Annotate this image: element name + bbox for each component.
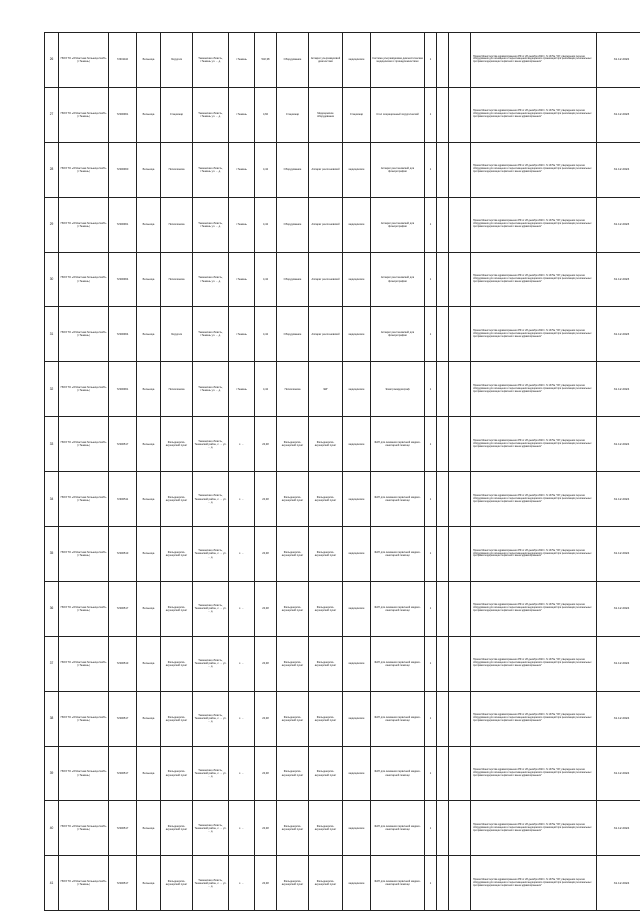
- blank-cell: [449, 197, 471, 252]
- function-description: ФАП для оказания первичной медико-санитарной помощи: [371, 691, 425, 746]
- category: Фельдшерско-акушерский пункт: [277, 801, 309, 856]
- organization-code: 72300517: [109, 581, 137, 636]
- quantity-1: 1: [425, 472, 437, 527]
- department: Поликлиника: [161, 197, 193, 252]
- legal-basis: Приказ Министерства здравоохранения РФ от 28 декабря 2020 г. N 1379н "Об утверждении перечня оборудования для оснащения и переоснащения медицинских организаций при реализации региональных программ модернизации первичного звена здравоохранения": [471, 33, 597, 88]
- department: Поликлиника: [161, 362, 193, 417]
- legal-basis: Приказ Министерства здравоохранения РФ от 28 декабря 2020 г. N 1379н "Об утверждении перечня оборудования для оснащения и переоснащения медицинских организаций при реализации региональных программ модернизации первичного звена здравоохранения": [471, 417, 597, 472]
- organization-name: ГБУЗ ТО «Областная больница №20» (г.Тюмень): [59, 691, 109, 746]
- blank-cell: [449, 636, 471, 691]
- purpose: медицинское: [343, 307, 371, 362]
- deadline-date: 31.12.2023: [597, 307, 640, 362]
- department: Фельдшерско-акушерский пункт: [161, 856, 193, 911]
- department: Фельдшерско-акушерский пункт: [161, 581, 193, 636]
- row-number: 37: [45, 636, 59, 691]
- organization-type: Больница: [137, 801, 161, 856]
- cost-value: 4,42: [255, 197, 277, 252]
- organization-code: 72300517: [109, 417, 137, 472]
- item-name: Фельдшерско-акушерский пункт: [309, 636, 343, 691]
- category: Фельдшерско-акушерский пункт: [277, 856, 309, 911]
- row-number: 39: [45, 746, 59, 801]
- cost-value: 532,38: [255, 33, 277, 88]
- organization-type: Больница: [137, 636, 161, 691]
- organization-code: 72300961: [109, 197, 137, 252]
- function-description: ФАП для оказания первичной медико-санитарной помощи: [371, 581, 425, 636]
- category: Фельдшерско-акушерский пункт: [277, 527, 309, 582]
- blank-cell: [449, 417, 471, 472]
- cost-value: 4,42: [255, 142, 277, 197]
- organization-name: ГБУЗ ТО «Областная больница №20» (г.Тюмень): [59, 527, 109, 582]
- legal-basis: Приказ Министерства здравоохранения РФ от 28 декабря 2020 г. N 1379н "Об утверждении перечня оборудования для оснащения и переоснащения медицинских организаций при реализации региональных программ модернизации первичного звена здравоохранения": [471, 197, 597, 252]
- blank-cell: [449, 472, 471, 527]
- category: Поликлиника: [277, 362, 309, 417]
- equipment-table: [44, 32, 640, 911]
- quantity-2: [437, 527, 449, 582]
- deadline-date: 31.12.2024: [597, 581, 640, 636]
- deadline-date: 31.12.2024: [597, 527, 640, 582]
- function-description: ФАП для оказания первичной медико-санитарной помощи: [371, 636, 425, 691]
- deadline-date: 31.12.2024: [597, 691, 640, 746]
- quantity-2: [437, 142, 449, 197]
- address: Тюменская область, Тюменский район, с. ... ул. ... д.: [193, 746, 229, 801]
- organization-code: 72300517: [109, 691, 137, 746]
- locality: с. ...: [229, 417, 255, 472]
- organization-code: 72300960: [109, 142, 137, 197]
- category: Фельдшерско-акушерский пункт: [277, 746, 309, 801]
- purpose: медицинское: [343, 691, 371, 746]
- category: Оборудование: [277, 307, 309, 362]
- purpose: медицинское: [343, 801, 371, 856]
- quantity-2: [437, 691, 449, 746]
- organization-name: ГБУЗ ТО «Областная больница №20» (г.Тюмень): [59, 87, 109, 142]
- purpose: медицинское: [343, 581, 371, 636]
- blank-cell: [449, 581, 471, 636]
- legal-basis: Приказ Министерства здравоохранения РФ от 28 декабря 2020 г. N 1379н "Об утверждении перечня оборудования для оснащения и переоснащения медицинских организаций при реализации региональных программ модернизации первичного звена здравоохранения": [471, 856, 597, 911]
- category: Оборудование: [277, 142, 309, 197]
- organization-type: Больница: [137, 33, 161, 88]
- organization-name: ГБУЗ ТО «Областная больница №20» (г.Тюмень): [59, 307, 109, 362]
- legal-basis: Приказ Министерства здравоохранения РФ от 28 декабря 2020 г. N 1379н "Об утверждении перечня оборудования для оснащения и переоснащения медицинских организаций при реализации региональных программ модернизации первичного звена здравоохранения": [471, 801, 597, 856]
- locality: г.Тюмень: [229, 33, 255, 88]
- row-number: 41: [45, 856, 59, 911]
- table-row: [45, 142, 640, 197]
- organization-code: 72300511: [109, 472, 137, 527]
- locality: с. ...: [229, 472, 255, 527]
- row-number: 32: [45, 362, 59, 417]
- table-row: [45, 252, 640, 307]
- organization-name: ГБУЗ ТО «Областная больница №20» (г.Тюмень): [59, 33, 109, 88]
- table-row: [45, 417, 640, 472]
- organization-type: Больница: [137, 197, 161, 252]
- quantity-1: 1: [425, 636, 437, 691]
- department: Фельдшерско-акушерский пункт: [161, 691, 193, 746]
- item-name: Аппарат рентгеновский: [309, 307, 343, 362]
- quantity-2: [437, 472, 449, 527]
- blank-cell: [449, 362, 471, 417]
- locality: с. ...: [229, 527, 255, 582]
- locality: г.Тюмень: [229, 362, 255, 417]
- organization-code: 72300964: [109, 252, 137, 307]
- row-number: 28: [45, 142, 59, 197]
- deadline-date: 31.12.2024: [597, 636, 640, 691]
- quantity-2: [437, 801, 449, 856]
- address: Тюменская область, Тюменский район, с. ... ул. ... д.: [193, 417, 229, 472]
- quantity-1: 1: [425, 252, 437, 307]
- legal-basis: Приказ Министерства здравоохранения РФ от 28 декабря 2020 г. N 1379н "Об утверждении перечня оборудования для оснащения и переоснащения медицинских организаций при реализации региональных программ модернизации первичного звена здравоохранения": [471, 87, 597, 142]
- quantity-1: 1: [425, 87, 437, 142]
- table-row: [45, 197, 640, 252]
- address: Тюменская область, г.Тюмень ул. ... д.: [193, 252, 229, 307]
- legal-basis: Приказ Министерства здравоохранения РФ от 28 декабря 2020 г. N 1379н "Об утверждении перечня оборудования для оснащения и переоснащения медицинских организаций при реализации региональных программ модернизации первичного звена здравоохранения": [471, 252, 597, 307]
- quantity-1: 1: [425, 307, 437, 362]
- address: Тюменская область, г.Тюмень ул. ... д.: [193, 362, 229, 417]
- department: Поликлиника: [161, 142, 193, 197]
- purpose: медицинское: [343, 252, 371, 307]
- locality: с. ...: [229, 636, 255, 691]
- locality: г.Тюмень: [229, 307, 255, 362]
- cost-value: 20,48: [255, 636, 277, 691]
- organization-type: Больница: [137, 691, 161, 746]
- address: Тюменская область, Тюменский район, с. ... ул. ... д.: [193, 801, 229, 856]
- function-description: ФАП для оказания первичной медико-санитарной помощи: [371, 472, 425, 527]
- deadline-date: 31.12.2024: [597, 856, 640, 911]
- quantity-1: 1: [425, 856, 437, 911]
- department: Фельдшерско-акушерский пункт: [161, 417, 193, 472]
- organization-type: Больница: [137, 362, 161, 417]
- table-row: [45, 362, 640, 417]
- category: Оборудование: [277, 197, 309, 252]
- item-name: ЭКГ: [309, 362, 343, 417]
- table-body: [45, 33, 640, 911]
- deadline-date: 31.12.2024: [597, 472, 640, 527]
- row-number: 35: [45, 527, 59, 582]
- organization-code: 72300517: [109, 746, 137, 801]
- item-name: Аппарат рентгеновский: [309, 252, 343, 307]
- row-number: 30: [45, 252, 59, 307]
- purpose: медицинское: [343, 33, 371, 88]
- department: Поликлиника: [161, 252, 193, 307]
- organization-type: Больница: [137, 581, 161, 636]
- cost-value: 4,60: [255, 87, 277, 142]
- organization-code: 72300517: [109, 856, 137, 911]
- cost-value: 20,48: [255, 472, 277, 527]
- quantity-2: [437, 252, 449, 307]
- item-name: Фельдшерско-акушерский пункт: [309, 856, 343, 911]
- category: Фельдшерско-акушерский пункт: [277, 417, 309, 472]
- legal-basis: Приказ Министерства здравоохранения РФ от 28 декабря 2020 г. N 1379н "Об утверждении перечня оборудования для оснащения и переоснащения медицинских организаций при реализации региональных программ модернизации первичного звена здравоохранения": [471, 142, 597, 197]
- cost-value: 20,48: [255, 527, 277, 582]
- address: Тюменская область, Тюменский район, с. ... ул. ... д.: [193, 527, 229, 582]
- item-name: Аппарат рентгеновский: [309, 142, 343, 197]
- row-number: 27: [45, 87, 59, 142]
- locality: г.Тюмень: [229, 197, 255, 252]
- address: Тюменская область, г.Тюмень ул. ... д.: [193, 87, 229, 142]
- cost-value: 4,42: [255, 362, 277, 417]
- cost-value: 4,42: [255, 307, 277, 362]
- table-row: [45, 691, 640, 746]
- quantity-1: 1: [425, 691, 437, 746]
- locality: с. ...: [229, 746, 255, 801]
- legal-basis: Приказ Министерства здравоохранения РФ от 28 декабря 2020 г. N 1379н "Об утверждении перечня оборудования для оснащения и переоснащения медицинских организаций при реализации региональных программ модернизации первичного звена здравоохранения": [471, 362, 597, 417]
- item-name: Аппарат ультразвуковой диагностики: [309, 33, 343, 88]
- row-number: 31: [45, 307, 59, 362]
- locality: г.Тюмень: [229, 252, 255, 307]
- row-number: 40: [45, 801, 59, 856]
- address: Тюменская область, Тюменский район, с. ... ул. ... д.: [193, 691, 229, 746]
- quantity-2: [437, 197, 449, 252]
- deadline-date: 31.12.2024: [597, 746, 640, 801]
- quantity-1: 1: [425, 33, 437, 88]
- purpose: медицинское: [343, 142, 371, 197]
- deadline-date: 31.12.2024: [597, 801, 640, 856]
- table-row: [45, 746, 640, 801]
- function-description: ФАП для оказания первичной медико-санитарной помощи: [371, 417, 425, 472]
- cost-value: 20,48: [255, 417, 277, 472]
- table-row: [45, 87, 640, 142]
- department: Стационар: [161, 87, 193, 142]
- function-description: ФАП для оказания первичной медико-санитарной помощи: [371, 746, 425, 801]
- organization-code: 72300964: [109, 307, 137, 362]
- purpose: Стационар: [343, 87, 371, 142]
- quantity-2: [437, 856, 449, 911]
- deadline-date: 31.12.2022: [597, 33, 640, 88]
- department: Фельдшерско-акушерский пункт: [161, 801, 193, 856]
- deadline-date: 31.12.2024: [597, 362, 640, 417]
- quantity-2: [437, 636, 449, 691]
- deadline-date: 31.12.2023: [597, 252, 640, 307]
- organization-code: 72300513: [109, 527, 137, 582]
- locality: г.Тюмень: [229, 87, 255, 142]
- organization-code: 72300513: [109, 636, 137, 691]
- quantity-1: 1: [425, 417, 437, 472]
- department: Фельдшерско-акушерский пункт: [161, 472, 193, 527]
- row-number: 33: [45, 417, 59, 472]
- table-row: [45, 581, 640, 636]
- quantity-2: [437, 362, 449, 417]
- blank-cell: [449, 691, 471, 746]
- item-name: Аппарат рентгеновский: [309, 197, 343, 252]
- organization-type: Больница: [137, 472, 161, 527]
- address: Тюменская область, Тюменский район, с. ... ул. ... д.: [193, 472, 229, 527]
- table-row: [45, 801, 640, 856]
- function-description: Аппарат рентгеновский для флюорографии: [371, 197, 425, 252]
- item-name: Фельдшерско-акушерский пункт: [309, 746, 343, 801]
- function-description: Аппарат рентгеновский для флюорографии: [371, 307, 425, 362]
- organization-name: ГБУЗ ТО «Областная больница №20» (г.Тюмень): [59, 581, 109, 636]
- deadline-date: 31.12.2023: [597, 197, 640, 252]
- blank-cell: [449, 856, 471, 911]
- organization-type: Больница: [137, 307, 161, 362]
- item-name: Фельдшерско-акушерский пункт: [309, 801, 343, 856]
- item-name: Медицинское оборудование: [309, 87, 343, 142]
- function-description: ФАП для оказания первичной медико-санитарной помощи: [371, 801, 425, 856]
- address: Тюменская область, Тюменский район, с. ... ул. ... д.: [193, 636, 229, 691]
- department: Фельдшерско-акушерский пункт: [161, 527, 193, 582]
- address: Тюменская область, г.Тюмень ул. ... д.: [193, 307, 229, 362]
- document-page: [44, 32, 606, 874]
- address: Тюменская область, Тюменский район, с. ... ул. ... д.: [193, 856, 229, 911]
- organization-name: ГБУЗ ТО «Областная больница №20» (г.Тюмень): [59, 197, 109, 252]
- locality: г.Тюмень: [229, 142, 255, 197]
- purpose: медицинское: [343, 417, 371, 472]
- row-number: 36: [45, 581, 59, 636]
- purpose: медицинское: [343, 527, 371, 582]
- table-row: [45, 307, 640, 362]
- cost-value: 20,48: [255, 801, 277, 856]
- purpose: медицинское: [343, 746, 371, 801]
- table-row: [45, 527, 640, 582]
- category: Оборудование: [277, 33, 309, 88]
- deadline-date: 31.12.2023: [597, 87, 640, 142]
- function-description: ФАП для оказания первичной медико-санитарной помощи: [371, 856, 425, 911]
- table-row: [45, 856, 640, 911]
- organization-type: Больница: [137, 527, 161, 582]
- category: Оборудование: [277, 252, 309, 307]
- quantity-1: 1: [425, 581, 437, 636]
- address: Тюменская область, Тюменский район, с. ... ул. ... д.: [193, 581, 229, 636]
- quantity-2: [437, 417, 449, 472]
- organization-code: 72301110: [109, 33, 137, 88]
- category: Фельдшерско-акушерский пункт: [277, 691, 309, 746]
- table-row: [45, 636, 640, 691]
- purpose: медицинское: [343, 856, 371, 911]
- table-row: [45, 472, 640, 527]
- legal-basis: Приказ Министерства здравоохранения РФ от 28 декабря 2020 г. N 1379н "Об утверждении перечня оборудования для оснащения и переоснащения медицинских организаций при реализации региональных программ модернизации первичного звена здравоохранения": [471, 691, 597, 746]
- category: Фельдшерско-акушерский пункт: [277, 472, 309, 527]
- locality: с. ...: [229, 581, 255, 636]
- purpose: медицинское: [343, 636, 371, 691]
- blank-cell: [449, 33, 471, 88]
- cost-value: 20,48: [255, 581, 277, 636]
- item-name: Фельдшерско-акушерский пункт: [309, 417, 343, 472]
- quantity-2: [437, 307, 449, 362]
- locality: с. ...: [229, 801, 255, 856]
- address: Тюменская область, г.Тюмень ул. ... д.: [193, 142, 229, 197]
- organization-name: ГБУЗ ТО «Областная больница №20» (г.Тюмень): [59, 142, 109, 197]
- organization-name: ГБУЗ ТО «Областная больница №20» (г.Тюмень): [59, 801, 109, 856]
- function-description: Электрокардиограф: [371, 362, 425, 417]
- organization-name: ГБУЗ ТО «Областная больница №20» (г.Тюмень): [59, 362, 109, 417]
- purpose: медицинское: [343, 472, 371, 527]
- purpose: медицинское: [343, 362, 371, 417]
- quantity-1: 1: [425, 801, 437, 856]
- locality: с. ...: [229, 856, 255, 911]
- department: Хирургия: [161, 33, 193, 88]
- quantity-1: 1: [425, 746, 437, 801]
- cost-value: 20,48: [255, 691, 277, 746]
- blank-cell: [449, 746, 471, 801]
- organization-code: 72300961: [109, 87, 137, 142]
- quantity-1: 1: [425, 362, 437, 417]
- department: Хирургия: [161, 307, 193, 362]
- address: Тюменская область, г.Тюмень ул. ... д.: [193, 33, 229, 88]
- organization-type: Больница: [137, 142, 161, 197]
- organization-type: Больница: [137, 87, 161, 142]
- deadline-date: 31.12.2024: [597, 417, 640, 472]
- organization-name: ГБУЗ ТО «Областная больница №20» (г.Тюмень): [59, 472, 109, 527]
- blank-cell: [449, 307, 471, 362]
- organization-type: Больница: [137, 746, 161, 801]
- legal-basis: Приказ Министерства здравоохранения РФ от 28 декабря 2020 г. N 1379н "Об утверждении перечня оборудования для оснащения и переоснащения медицинских организаций при реализации региональных программ модернизации первичного звена здравоохранения": [471, 746, 597, 801]
- function-description: Аппарат рентгеновский для флюорографии: [371, 252, 425, 307]
- row-number: 26: [45, 33, 59, 88]
- legal-basis: Приказ Министерства здравоохранения РФ от 28 декабря 2020 г. N 1379н "Об утверждении перечня оборудования для оснащения и переоснащения медицинских организаций при реализации региональных программ модернизации первичного звена здравоохранения": [471, 527, 597, 582]
- locality: с. ...: [229, 691, 255, 746]
- category: Стационар: [277, 87, 309, 142]
- organization-code: 72300517: [109, 801, 137, 856]
- function-description: Система ультразвуковая диагностическая медицинская с принадлежностями: [371, 33, 425, 88]
- blank-cell: [449, 801, 471, 856]
- deadline-date: 31.12.2024: [597, 142, 640, 197]
- legal-basis: Приказ Министерства здравоохранения РФ от 28 декабря 2020 г. N 1379н "Об утверждении перечня оборудования для оснащения и переоснащения медицинских организаций при реализации региональных программ модернизации первичного звена здравоохранения": [471, 307, 597, 362]
- function-description: Аппарат рентгеновский для флюорографии: [371, 142, 425, 197]
- legal-basis: Приказ Министерства здравоохранения РФ от 28 декабря 2020 г. N 1379н "Об утверждении перечня оборудования для оснащения и переоснащения медицинских организаций при реализации региональных программ модернизации первичного звена здравоохранения": [471, 472, 597, 527]
- item-name: Фельдшерско-акушерский пункт: [309, 472, 343, 527]
- cost-value: 20,48: [255, 746, 277, 801]
- address: Тюменская область, г.Тюмень ул. ... д.: [193, 197, 229, 252]
- table-row: [45, 33, 640, 88]
- function-description: ФАП для оказания первичной медико-санитарной помощи: [371, 527, 425, 582]
- function-description: Стол операционный хирургический: [371, 87, 425, 142]
- quantity-2: [437, 33, 449, 88]
- row-number: 29: [45, 197, 59, 252]
- item-name: Фельдшерско-акушерский пункт: [309, 691, 343, 746]
- organization-name: ГБУЗ ТО «Областная больница №20» (г.Тюмень): [59, 856, 109, 911]
- row-number: 38: [45, 691, 59, 746]
- legal-basis: Приказ Министерства здравоохранения РФ от 28 декабря 2020 г. N 1379н "Об утверждении перечня оборудования для оснащения и переоснащения медицинских организаций при реализации региональных программ модернизации первичного звена здравоохранения": [471, 581, 597, 636]
- blank-cell: [449, 527, 471, 582]
- organization-code: 72300961: [109, 362, 137, 417]
- blank-cell: [449, 142, 471, 197]
- department: Фельдшерско-акушерский пункт: [161, 746, 193, 801]
- cost-value: 20,48: [255, 856, 277, 911]
- item-name: Фельдшерско-акушерский пункт: [309, 581, 343, 636]
- legal-basis: Приказ Министерства здравоохранения РФ от 28 декабря 2020 г. N 1379н "Об утверждении перечня оборудования для оснащения и переоснащения медицинских организаций при реализации региональных программ модернизации первичного звена здравоохранения": [471, 636, 597, 691]
- item-name: Фельдшерско-акушерский пункт: [309, 527, 343, 582]
- organization-name: ГБУЗ ТО «Областная больница №20» (г.Тюмень): [59, 417, 109, 472]
- quantity-2: [437, 581, 449, 636]
- quantity-1: 1: [425, 527, 437, 582]
- category: Фельдшерско-акушерский пункт: [277, 581, 309, 636]
- row-number: 34: [45, 472, 59, 527]
- quantity-2: [437, 746, 449, 801]
- organization-type: Больница: [137, 252, 161, 307]
- quantity-2: [437, 87, 449, 142]
- quantity-1: 1: [425, 142, 437, 197]
- organization-type: Больница: [137, 856, 161, 911]
- organization-name: ГБУЗ ТО «Областная больница №20» (г.Тюмень): [59, 636, 109, 691]
- blank-cell: [449, 252, 471, 307]
- purpose: медицинское: [343, 197, 371, 252]
- category: Фельдшерско-акушерский пункт: [277, 636, 309, 691]
- blank-cell: [449, 87, 471, 142]
- department: Фельдшерско-акушерский пункт: [161, 636, 193, 691]
- cost-value: 4,42: [255, 252, 277, 307]
- organization-name: ГБУЗ ТО «Областная больница №20» (г.Тюмень): [59, 746, 109, 801]
- quantity-1: 1: [425, 197, 437, 252]
- organization-type: Больница: [137, 417, 161, 472]
- organization-name: ГБУЗ ТО «Областная больница №20» (г.Тюмень): [59, 252, 109, 307]
